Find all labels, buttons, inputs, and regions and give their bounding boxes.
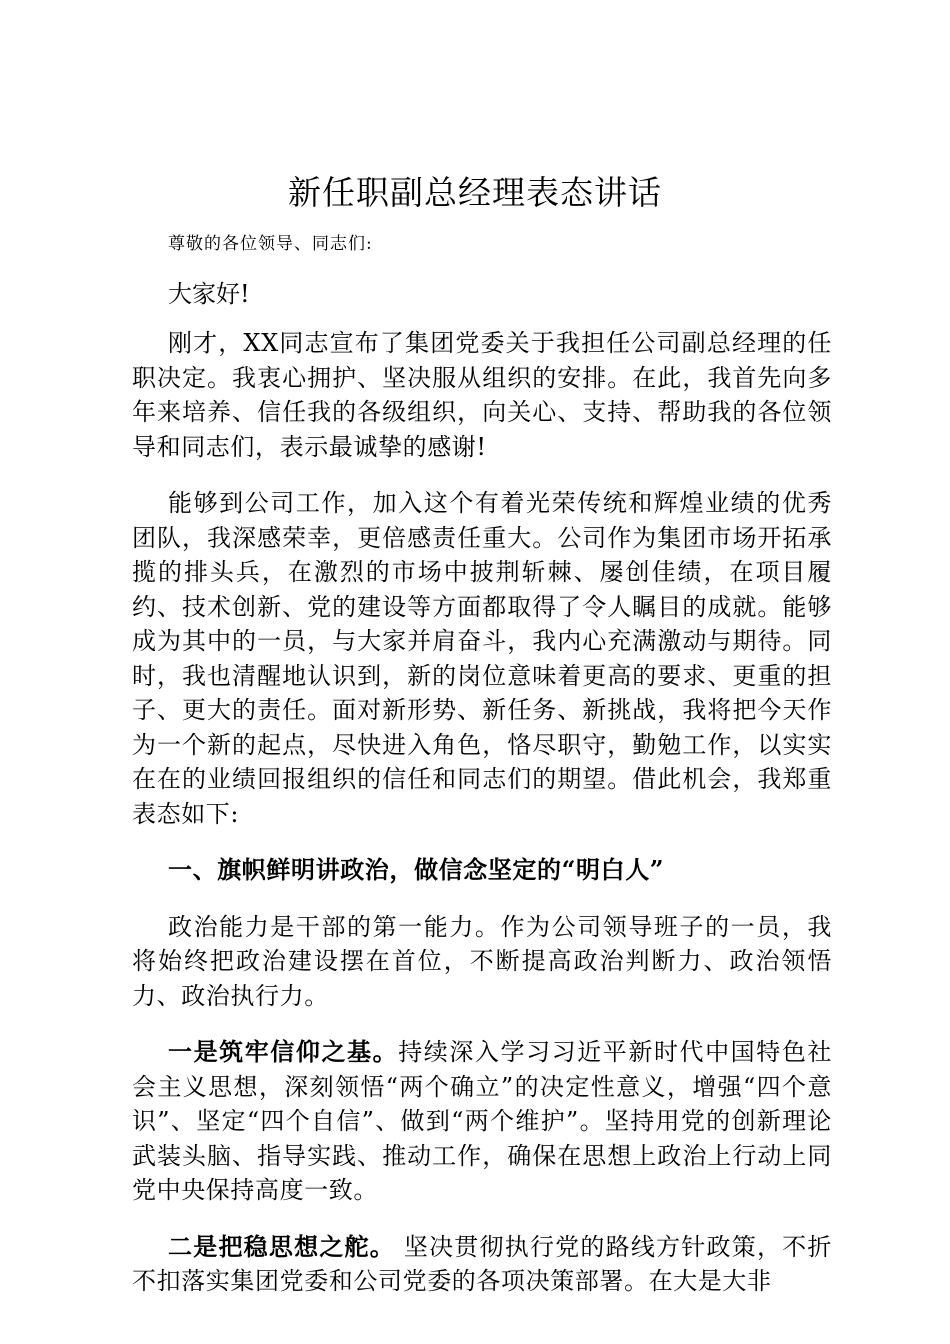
speech-body bbox=[132, 326, 832, 1321]
paragraph-political-ability: 政治能力是干部的第一能力。作为公司领导班子的一员，我将始终把政治建设摆在首位，不断提高政治判断力、政治领悟力、政治执行力。 bbox=[132, 912, 832, 1010]
salutation: 尊敬的各位领导、同志们: bbox=[168, 234, 373, 254]
point-1-lead: 一是筑牢信仰之基。 bbox=[168, 1037, 399, 1066]
point-2-text: 坚决贯彻执行党的路线方针政策，不折不扣落实集团党委和公司党委的各项决策部署。在大是大非 bbox=[132, 1232, 832, 1295]
point-1-text: 持续深入学习习近平新时代中国特色社会主义思想，深刻领悟“两个确立”的决定性意义，增强“四个意识”、坚定“四个自信”、做到“两个维护”。坚持用党的创新理论武装头脑、指导实践、推动工作，确保在思想上政治上行动上同党中央保持高度一致。 bbox=[132, 1038, 832, 1204]
section-heading-1: 一、旗帜鲜明讲政治，做信念坚定的“明白人” bbox=[168, 855, 665, 884]
paragraph-point-1 bbox=[132, 1035, 832, 1208]
paragraph-intro: 刚才，XX同志宣布了集团党委关于我担任公司副总经理的任职决定。我衷心拥护、坚决服从组织的安排。在此，我首先向多年来培养、信任我的各级组织，向关心、支持、帮助我的各位领导和同志们，表示最诚挚的感谢! bbox=[132, 329, 832, 461]
greeting: 大家好! bbox=[168, 280, 250, 308]
point-2-lead: 二是把稳思想之舵。 bbox=[168, 1231, 395, 1261]
paragraph-commitment: 能够到公司工作，加入这个有着光荣传统和辉煌业绩的优秀团队，我深感荣幸，更倍感责任重大。公司作为集团市场开拓承揽的排头兵，在激烈的市场中披荆斩棘、屡创佳绩，在项目履约、技术创新、党的建设等方面都取得了令人瞩目的成就。能够成为其中的一员，与大家并肩奋斗，我内心充满激动与期待。同时，我也清醒地认识到，新的岗位意味着更高的要求、更重的担子、更大的责任。面对新形势、新任务、新挑战，我将把今天作为一个新的起点，尽快进入角色，恪尽职守，勤勉工作，以实实在在的业绩回报组织的信任和同志们的期望。借此机会，我郑重表态如下: bbox=[132, 489, 832, 828]
paragraph-point-2 bbox=[132, 1230, 832, 1299]
page-title: 新任职副总经理表态讲话 bbox=[288, 173, 662, 212]
